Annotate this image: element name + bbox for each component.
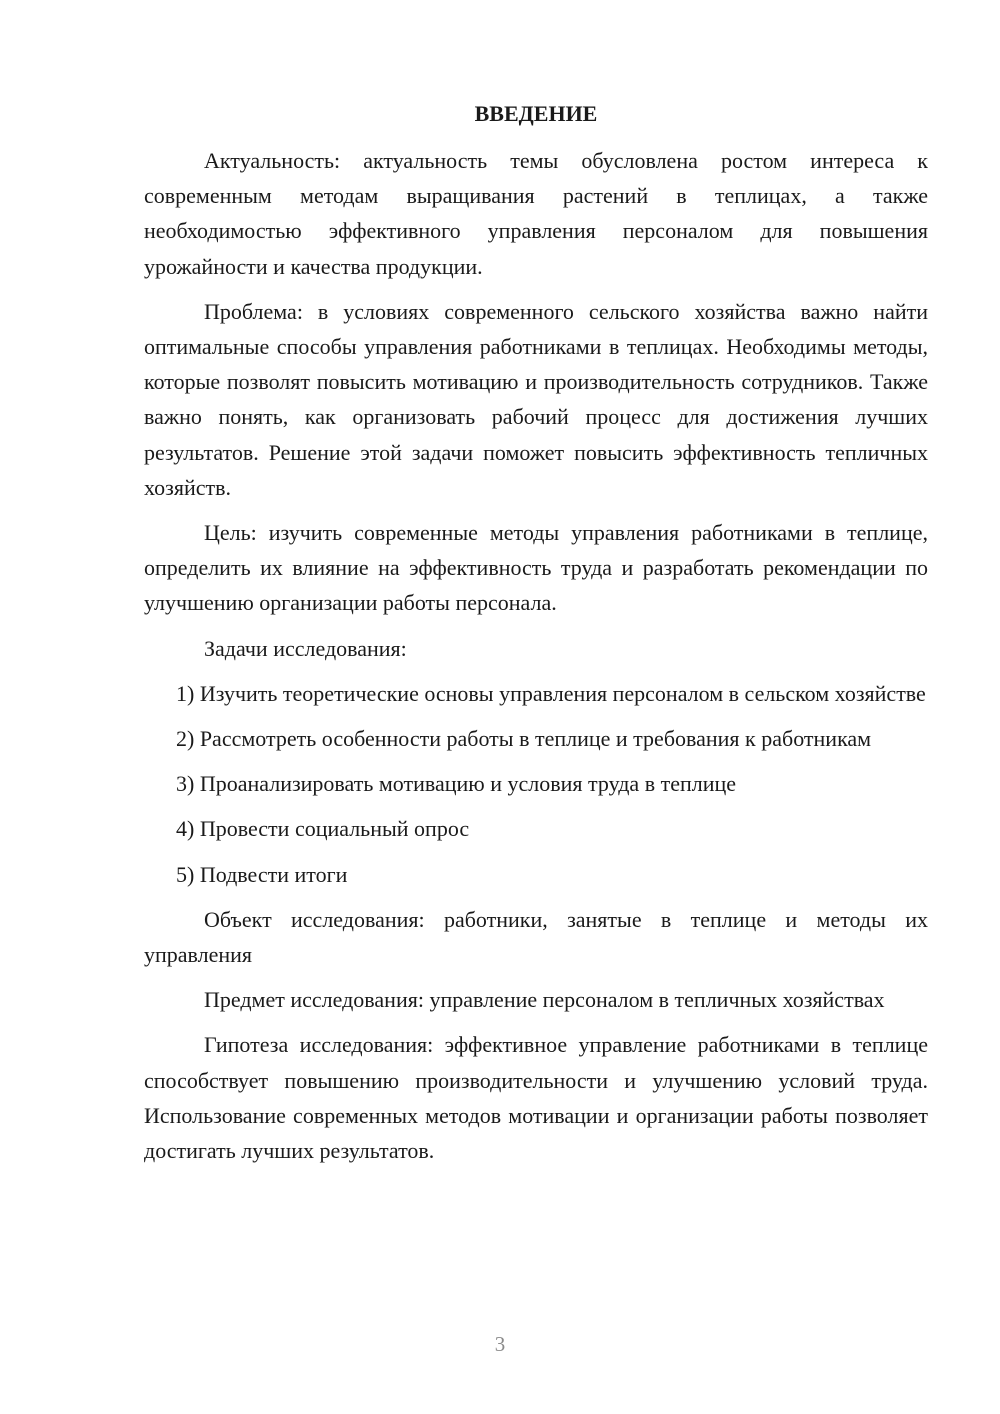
hypothesis-paragraph: Гипотеза исследования: эффективное управление работниками в теплице способствует повышению производительности и улучшению условий труда. Использование современных методов мотивации и организации работы позволяет достигать лучших результатов.	[144, 1032, 928, 1164]
task-item-2: 2) Рассмотреть особенности работы в теплице и требования к работникам	[176, 726, 872, 752]
document-page	[144, 96, 928, 1178]
problem-paragraph: Проблема: в условиях современного сельского хозяйства важно найти оптимальные способы управления работниками в теплицах. Необходимы методы, которые позволят повысить мотивацию и производительность сотрудников. Также важно понять, как организовать рабочий процесс для достижения лучших результатов. Решение этой задачи поможет повысить эффективность тепличных хозяйств.	[144, 298, 928, 500]
task-item-5: 5) Подвести итоги	[176, 861, 348, 887]
subject-paragraph: Предмет исследования: управление персоналом в тепличных хозяйствах	[204, 987, 885, 1013]
goal-paragraph: Цель: изучить современные методы управления работниками в теплице, определить их влияние на эффективность труда и разработать рекомендации по улучшению организации работы персонала.	[144, 520, 928, 616]
page-number: 3	[494, 1332, 506, 1356]
tasks-heading: Задачи исследования:	[204, 635, 407, 661]
object-paragraph: Объект исследования: работники, занятые в теплице и методы их управления	[144, 906, 928, 968]
task-item-1: 1) Изучить теоретические основы управления персоналом в сельском хозяйстве	[176, 680, 926, 706]
relevance-paragraph: Актуальность: актуальность темы обусловлена ростом интереса к современным методам выращивания растений в теплицах, а также необходимостью эффективного управления персоналом для повышения урожайности и качества продукции.	[144, 148, 928, 279]
task-item-3: 3) Проанализировать мотивацию и условия труда в теплице	[176, 771, 737, 797]
task-item-4: 4) Провести социальный опрос	[176, 816, 470, 842]
page-title: ВВЕДЕНИЕ	[474, 101, 598, 126]
